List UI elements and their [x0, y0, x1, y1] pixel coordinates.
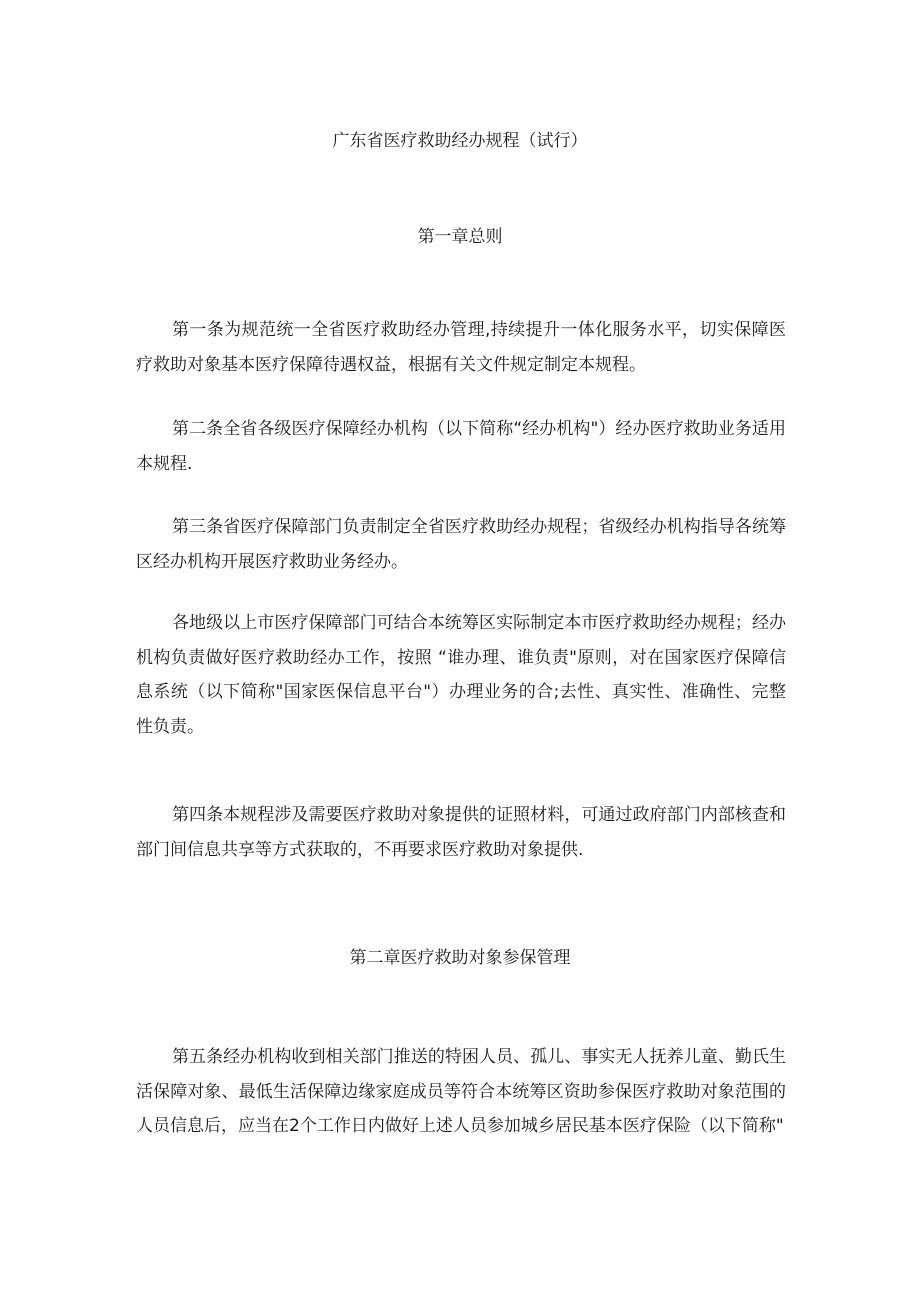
chapter-2-title: 第二章医疗救助对象参保管理 — [349, 948, 571, 968]
article-4-paragraph: 第四条本规程涉及需要医疗救助对象提供的证照材料，可通过政府部门内部核查和部门间信息共享等方式获取的，不再要求医疗救助对象提供. — [136, 805, 786, 860]
article-2-paragraph: 第二条全省各级医疗保障经办机构（以下简称“经办机构"）经办医疗救助业务适用本规程. — [136, 419, 786, 474]
document-title: 广东省医疗救助经办规程（试行） — [332, 131, 588, 151]
article-3-continuation-paragraph: 各地级以上市医疗保障部门可结合本统筹区实际制定本市医疗救助经办规程；经办机构负责做好医疗救助经办工作，按照 “谁办理、谁负责"原则，对在国家医疗保障信息系统（以下简称"国家医保信息平台"）办理业务的合;去性、真实性、准确性、完整性负责。 — [136, 613, 786, 737]
article-1-paragraph: 第一条为规范统一全省医疗救助经办管理,持续提升一体化服务水平，切实保障医疗救助对象基本医疗保障待遇权益，根据有关文件规定制定本规程。 — [136, 320, 786, 375]
article-5-paragraph: 第五条经办机构收到相关部门推送的特困人员、孤儿、事实无人抚养儿童、勤氏生活保障对象、最低生活保障边缘家庭成员等符合本统筹区资助参保医疗救助对象范围的人员信息后，应当在2个工作日内做好上述人员参加城乡居民基本医疗保险（以下简称" — [136, 1047, 786, 1136]
chapter-1-title: 第一章总则 — [417, 227, 503, 247]
article-3-paragraph: 第三条省医疗保障部门负责制定全省医疗救助经办规程；省级经办机构指导各统筹区经办机构开展医疗救助业务经办。 — [136, 517, 786, 572]
